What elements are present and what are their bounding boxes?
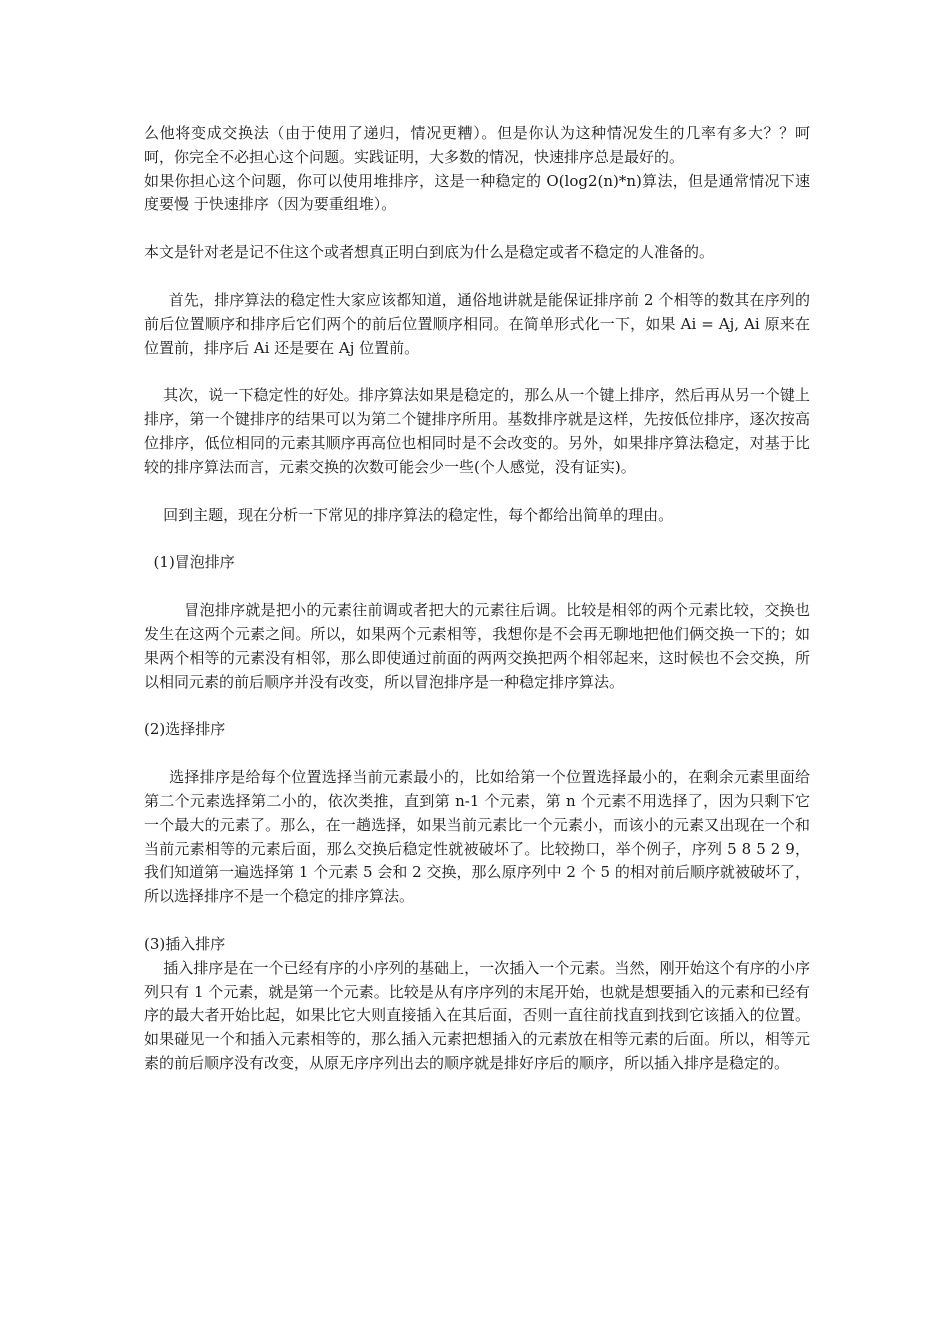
spacer: [144, 742, 810, 766]
spacer: [144, 265, 810, 289]
paragraph: 本文是针对老是记不住这个或者想真正明白到底为什么是稳定或者不稳定的人准备的。: [144, 243, 715, 262]
spacer: [144, 480, 810, 504]
paragraph: 首先，排序算法的稳定性大家应该都知道，通俗地讲就是能保证排序前 2 个相等的数其在序列的前后位置顺序和排序后它们两个的前后位置顺序相同。在简单形式化一下，如果 Ai = Aj, Ai 原来在位置前，排序后 Ai 还是要在 Aj 位置前。: [144, 290, 810, 357]
document-body: [144, 122, 810, 1076]
spacer: [144, 694, 810, 718]
paragraph: 其次，说一下稳定性的好处。排序算法如果是稳定的，那么从一个键上排序，然后再从另一个键上排序，第一个键排序的结果可以为第二个键排序所用。基数排序就是这样，先按低位排序，逐次按高位排序，低位相同的元素其顺序再高位也相同时是不会改变的。另外，如果排序算法稳定，对基于比较的排序算法而言，元素交换的次数可能会少一些(个人感觉，没有证实)。: [144, 386, 810, 476]
spacer: [144, 360, 810, 384]
spacer: [144, 909, 810, 933]
paragraph: 如果你担心这个问题，你可以使用堆排序，这是一种稳定的 O(log2(n)*n)算法，但是通常情况下速度要慢 于快速排序（因为要重组堆）。: [144, 171, 810, 214]
paragraph: 么他将变成交换法（由于使用了递归，情况更糟）。但是你认为这种情况发生的几率有多大？？呵呵，你完全不必担心这个问题。实践证明，大多数的情况，快速排序总是最好的。: [144, 124, 810, 166]
spacer: [144, 527, 810, 551]
paragraph: 冒泡排序就是把小的元素往前调或者把大的元素往后调。比较是相邻的两个元素比较，交换也发生在这两个元素之间。所以，如果两个元素相等，我想你是不会再无聊地把他们俩交换一下的；如果两个相等的元素没有相邻，那么即使通过前面的两两交换把两个相邻起来，这时候也不会交换，所以相同元素的前后顺序并没有改变，所以冒泡排序是一种稳定排序算法。: [144, 601, 810, 691]
paragraph: 选择排序是给每个位置选择当前元素最小的，比如给第一个位置选择最小的，在剩余元素里面给第二个元素选择第二小的，依次类推，直到第 n-1 个元素，第 n 个元素不用选择了，因为只剩下它一个最大的元素了。那么，在一趟选择，如果当前元素比一个元素小，而该小的元素又出现在一个和当前元素相等的元素后面，那么交换后稳定性就被破坏了。比较拗口，举个例子，序列 5 8 5 2 9，我们知道第一遍选择第 1 个元素 5 会和 2 交换，那么原序列中 2 个 5 的相对前后顺序就被破坏了，所以选择排序不是一个稳定的排序算法。: [144, 768, 810, 906]
spacer: [144, 575, 810, 599]
paragraph: 插入排序是在一个已经有序的小序列的基础上，一次插入一个元素。当然，刚开始这个有序的小序列只有 1 个元素，就是第一个元素。比较是从有序序列的末尾开始，也就是想要插入的元素和已经有序的最大者开始比起，如果比它大则直接插入在其后面，否则一直往前找直到找到它该插入的位置。如果碰见一个和插入元素相等的，那么插入元素把想插入的元素放在相等元素的后面。所以，相等元素的前后顺序没有改变，从原无序序列出去的顺序就是排好序后的顺序，所以插入排序是稳定的。: [144, 958, 810, 1072]
section-heading: (3)插入排序: [144, 934, 226, 953]
spacer: [144, 217, 810, 241]
section-heading: (2)选择排序: [144, 720, 226, 739]
section-heading: (1)冒泡排序: [144, 553, 235, 572]
paragraph: 回到主题，现在分析一下常见的排序算法的稳定性，每个都给出简单的理由。: [144, 505, 674, 524]
